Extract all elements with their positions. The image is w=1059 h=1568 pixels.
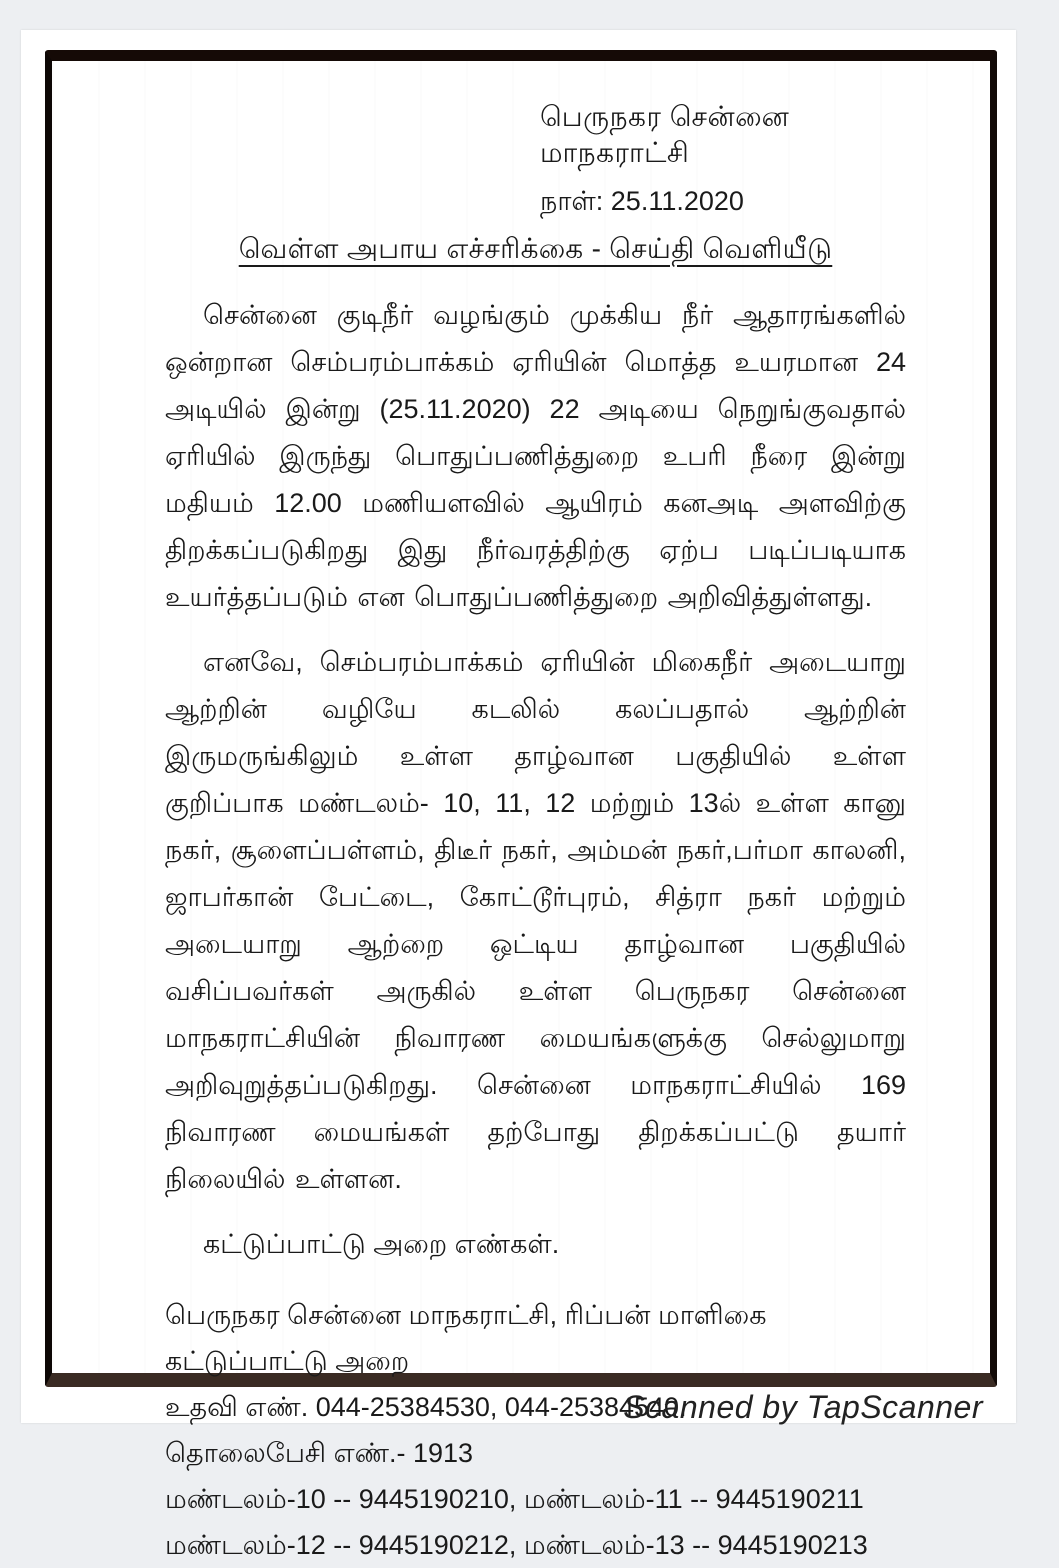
paragraph-evacuation-advice: எனவே, செம்பரம்பாக்கம் ஏரியின் மிகைநீர் அடையாறு ஆற்றின் வழியே கடலில் கலப்பதால் ஆற்றின் இருமருங்கிலும் உள்ள தாழ்வான பகுதியில் உள்ள குறிப்பாக மண்டலம்- 10, 11, 12 மற்றும் 13ல் உள்ள கானு நகர், சூளைப்பள்ளம், திடீர் நகர், அம்மன் நகர்,பர்மா காலனி, ஜாபர்கான் பேட்டை, கோட்டூர்புரம், சித்ரா நகர் மற்றும் அடையாறு ஆற்றை ஒட்டிய தாழ்வான பகுதியில் வசிப்பவர்கள் அருகில் உள்ள பெருநகர சென்னை மாநகராட்சியின் நிவாரண மையங்களுக்கு செல்லுமாறு அறிவுறுத்தப்படுகிறது. சென்னை மாநகராட்சியில் 169 நிவாரண மையங்கள் தற்போது திறக்கப்பட்டு தயார் நிலையில் உள்ளன. [165, 647, 906, 1194]
scanner-watermark: Scanned by TapScanner [623, 1389, 983, 1425]
scanned-page [21, 30, 1016, 1560]
control-room-heading: கட்டுப்பாட்டு அறை எண்கள். [203, 1229, 560, 1259]
date-line: நாள்: 25.11.2020 [540, 186, 744, 216]
contact-line-helpline: உதவி எண். 044-25384530, 044-25384540. [165, 1392, 687, 1422]
document-title: வெள்ள அபாய எச்சரிக்கை - செய்தி வெளியீடு [238, 233, 833, 264]
organization-name: பெருநகர சென்னை மாநகராட்சி [540, 101, 790, 168]
paragraph-lake-release: சென்னை குடிநீர் வழங்கும் முக்கிய நீர் ஆதாரங்களில் ஒன்றான செம்பரம்பாக்கம் ஏரியின் மொத்த உயரமான 24 அடியில் இன்று (25.11.2020) 22 அடியை நெறுங்குவதால் ஏரியில் இருந்து பொதுப்பணித்துறை உபரி நீரை இன்று மதியம் 12.00 மணியளவில் ஆயிரம் கனஅடி அளவிற்கு திறக்கப்படுகிறது இது நீர்வரத்திற்கு ஏற்ப படிப்படியாக உயர்த்தப்படும் என பொதுப்பணித்துறை அறிவித்துள்ளது. [165, 300, 906, 612]
contact-line-zones-10-11: மண்டலம்-10 -- 9445190210, மண்டலம்-11 -- 9445190211 [165, 1484, 864, 1514]
contact-line-zones-12-13: மண்டலம்-12 -- 9445190212, மண்டலம்-13 -- 9445190213 [165, 1530, 868, 1560]
contact-line-phone: தொலைபேசி எண்.- 1913 [165, 1438, 474, 1468]
letterhead [540, 99, 906, 217]
contact-line-control-room: பெருநகர சென்னை மாநகராட்சி, ரிப்பன் மாளிகை கட்டுப்பாட்டு அறை [165, 1300, 767, 1376]
contact-block [165, 1292, 906, 1568]
